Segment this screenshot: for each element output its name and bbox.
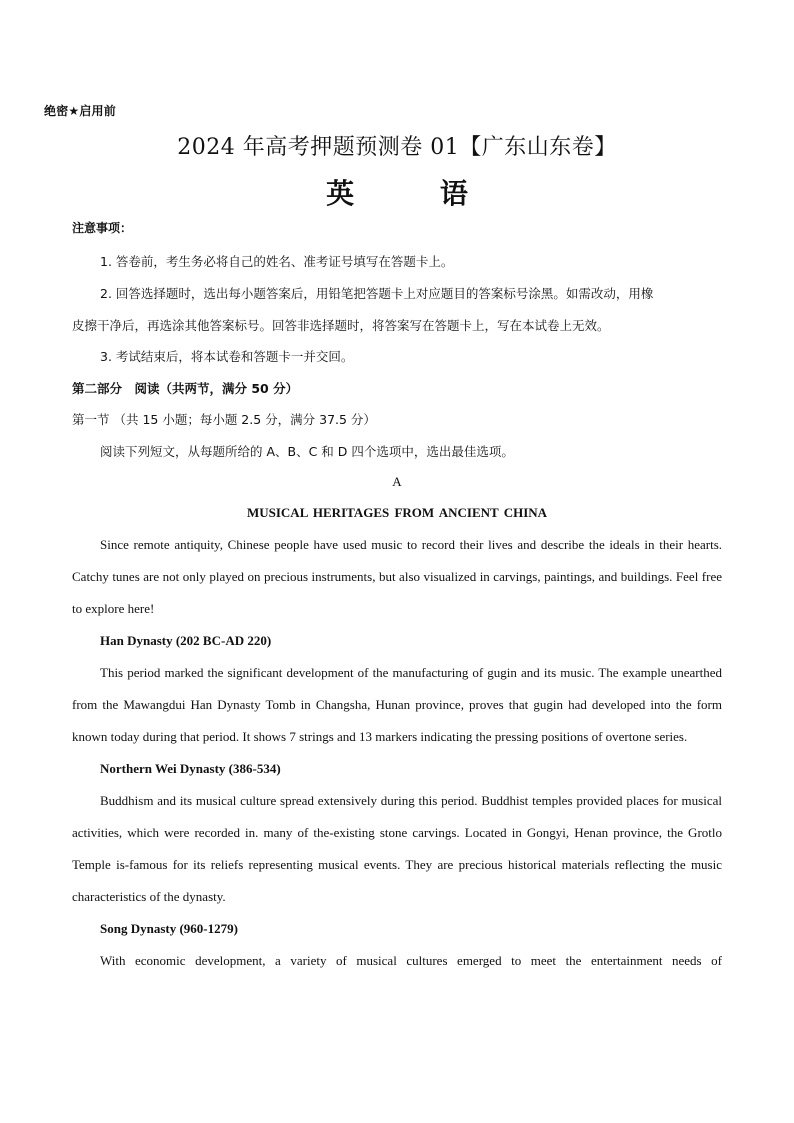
notice-item-1: 1. 答卷前，考生务必将自己的姓名、准考证号填写在答题卡上。 (100, 254, 454, 269)
section-heading-northern-wei: Northern Wei Dynasty (386-534) (100, 761, 281, 776)
section-text-song: With economic development, a variety of musical cultures emerged to meet the entertainment needs of (100, 953, 722, 968)
part-heading: 第二部分 阅读（共两节，满分 50 分） (72, 381, 299, 396)
passage-title: MUSICAL HERITAGES FROM ANCIENT CHINA (246, 505, 548, 520)
subject-text: 英 语 (326, 177, 506, 210)
reading-instruction: 阅读下列短文，从每题所给的 A、B、C 和 D 四个选项中，选出最佳选项。 (100, 444, 514, 459)
section-text-northern-wei: Buddhism and its musical culture spread extensively during this period. Buddhist temples provided places for musical activities, which were recorded in. many of the-existing stone carvings. Located in Gongyi, Henan province, the Grotlo Temple is-famous for its reliefs representing musical events. They are precious historical materials reflecting the music characteristics of the dynasty. (72, 793, 722, 904)
subject-title (0, 172, 794, 212)
notice-heading: 注意事项： (72, 221, 133, 235)
section-heading: 第一节 （共 15 小题；每小题 2.5 分，满分 37.5 分） (72, 412, 376, 427)
exam-title: 2024 年高考押题预测卷 01【广东山东卷】 (177, 135, 617, 160)
confidential-mark: 绝密★启用前 (44, 104, 116, 118)
notice-item-2: 2. 回答选择题时，选出每小题答案后，用铅笔把答题卡上对应题目的答案标号涂黑。如需改动，用橡 (100, 286, 654, 301)
section-text-han: This period marked the significant development of the manufacturing of gugin and its music. The example unearthed from the Mawangdui Han Dynasty Tomb in Changsha, Hunan province, proves that gugin had developed into the form known today during that period. It shows 7 strings and 13 markers indicating the pressing positions of overtone series. (72, 665, 722, 744)
passage-letter: A (392, 474, 402, 489)
passage-body (72, 529, 722, 977)
notice-item-3: 3. 考试结束后，将本试卷和答题卡一并交回。 (100, 349, 354, 364)
notice-item-2-cont: 皮擦干净后，再选涂其他答案标号。回答非选择题时，将答案写在答题卡上，写在本试卷上无效。 (72, 318, 610, 333)
intro-paragraph: Since remote antiquity, Chinese people have used music to record their lives and describe the ideals in their hearts. Catchy tunes are not only played on precious instruments, but also visualized in carvings, paintings, and buildings. Feel free to explore here! (72, 537, 722, 616)
section-heading-han: Han Dynasty (202 BC-AD 220) (100, 633, 272, 648)
section-heading-song: Song Dynasty (960-1279) (100, 921, 238, 936)
